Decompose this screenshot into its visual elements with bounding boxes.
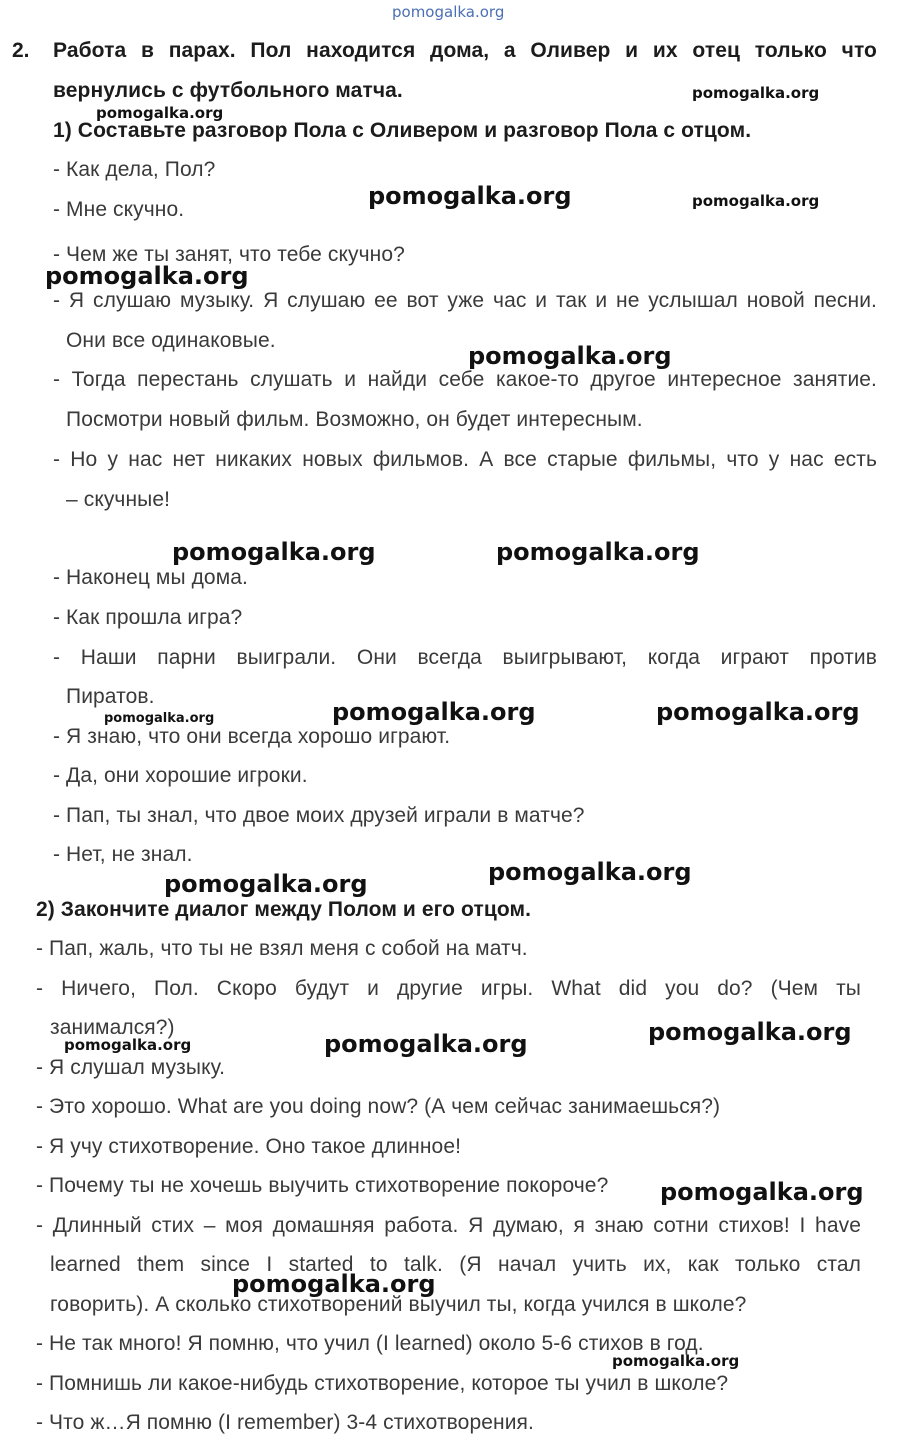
watermark: pomogalka.org (332, 698, 536, 726)
watermark: pomogalka.org (324, 1030, 528, 1058)
dialog1-line: - Чем же ты занят, что тебе скучно? (53, 243, 405, 266)
watermark: pomogalka.org (612, 1352, 740, 1370)
part2-line: - Это хорошо. What are you doing now? (А чем сейчас занимаешься?) (36, 1095, 721, 1118)
dialog1-line: - Я слушаю музыку. Я слушаю ее вот уже час и так и не услышал новой песни. (53, 289, 877, 312)
watermark: pomogalka.org (656, 698, 860, 726)
dialog2-line: - Наши парни выиграли. Они всегда выигрывают, когда играют против (53, 646, 877, 669)
watermark: pomogalka.org (164, 870, 368, 898)
dialog2-line: - Наконец мы дома. (53, 566, 248, 589)
part2-line: - Помнишь ли какое-нибудь стихотворение, которое ты учил в школе? (36, 1372, 729, 1395)
task-number: 2. (12, 39, 30, 62)
part2-line: - Почему ты не хочешь выучить стихотворение покороче? (36, 1174, 609, 1197)
watermark: pomogalka.org (368, 182, 572, 210)
task-title-line-2: вернулись с футбольного матча. (53, 79, 403, 102)
dialog2-line: - Как прошла игра? (53, 606, 243, 629)
watermark: pomogalka.org (172, 538, 376, 566)
watermark: pomogalka.org (45, 262, 249, 290)
watermark: pomogalka.org (660, 1178, 864, 1206)
watermark: pomogalka.org (104, 711, 215, 726)
part2-line: learned them since I started to talk. (Я начал учить их, как только стал (50, 1253, 861, 1276)
part2-line: - Пап, жаль, что ты не взял меня с собой на матч. (36, 937, 528, 960)
watermark: pomogalka.org (64, 1036, 192, 1054)
part2-heading: 2) Закончите диалог между Полом и его отцом. (36, 898, 532, 921)
dialog2-line: Пиратов. (66, 685, 155, 708)
part1-heading: 1) Составьте разговор Пола с Оливером и разговор Пола с отцом. (53, 119, 752, 142)
dialog1-line: - Но у нас нет никаких новых фильмов. А все старые фильмы, что у нас есть (53, 448, 877, 471)
watermark: pomogalka.org (96, 104, 224, 122)
task-title-line-1: Работа в парах. Пол находится дома, а Оливер и их отец только что (53, 39, 877, 62)
dialog2-line: - Да, они хорошие игроки. (53, 764, 308, 787)
part2-line: - Ничего, Пол. Скоро будут и другие игры. What did you do? (Чем ты (36, 977, 861, 1000)
part2-line: - Не так много! Я помню, что учил (I learned) около 5-6 стихов в год. (36, 1332, 704, 1355)
watermark: pomogalka.org (692, 84, 820, 102)
dialog1-line: Посмотри новый фильм. Возможно, он будет интересным. (66, 408, 643, 431)
part2-line: занимался?) (50, 1016, 175, 1039)
part2-line: - Я учу стихотворение. Оно такое длинное! (36, 1135, 462, 1158)
watermark: pomogalka.org (648, 1018, 852, 1046)
watermark: pomogalka.org (232, 1270, 436, 1298)
dialog1-line: - Как дела, Пол? (53, 158, 216, 181)
dialog2-line: - Нет, не знал. (53, 843, 193, 866)
dialog2-line: - Пап, ты знал, что двое моих друзей играли в матче? (53, 804, 585, 827)
watermark: pomogalka.org (468, 342, 672, 370)
part2-line: - Я слушал музыку. (36, 1056, 226, 1079)
dialog1-line: Они все одинаковые. (66, 329, 276, 352)
dialog2-line: - Я знаю, что они всегда хорошо играют. (53, 725, 451, 748)
dialog1-line: - Мне скучно. (53, 198, 185, 221)
dialog1-line: – скучные! (66, 488, 171, 511)
part2-line: - Длинный стих – моя домашняя работа. Я думаю, я знаю сотни стихов! I have (36, 1214, 861, 1237)
watermark: pomogalka.org (496, 538, 700, 566)
watermark: pomogalka.org (692, 192, 820, 210)
top-watermark: pomogalka.org (392, 3, 505, 21)
dialog1-line: - Тогда перестань слушать и найди себе какое-то другое интересное занятие. (53, 368, 877, 391)
part2-line: говорить). А сколько стихотворений выучил ты, когда учился в школе? (50, 1293, 747, 1316)
part2-line: - Что ж…Я помню (I remember) 3-4 стихотворения. (36, 1411, 534, 1434)
watermark: pomogalka.org (488, 858, 692, 886)
